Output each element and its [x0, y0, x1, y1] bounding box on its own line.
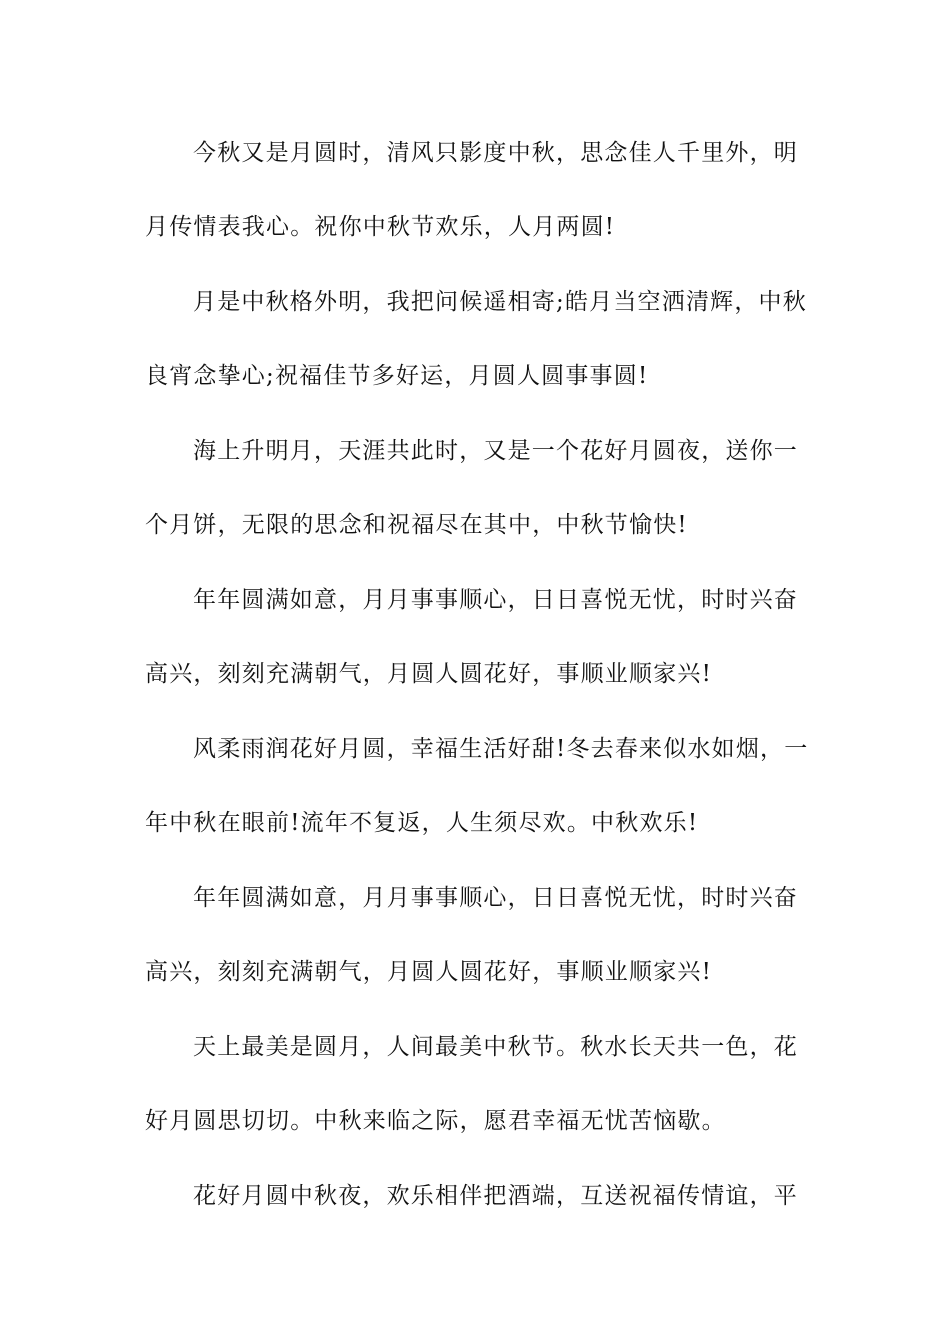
- paragraph-3-line-2: [0, 505, 950, 545]
- paragraph-text: 年中秋在眼前!流年不复返，人生须尽欢。中秋欢乐!: [145, 810, 699, 836]
- paragraph-5-line-2: [0, 803, 950, 843]
- paragraph-2-line-1: [0, 282, 950, 322]
- paragraph-text: 月传情表我心。祝你中秋节欢乐，人月两圆!: [145, 214, 616, 240]
- paragraph-4-line-2: [0, 654, 950, 694]
- paragraph-7-line-1: [0, 1027, 950, 1067]
- paragraph-text: 个月饼，无限的思念和祝福尽在其中，中秋节愉快!: [145, 512, 688, 538]
- paragraph-text: 风柔雨润花好月圆，幸福生活好甜!冬去春来似水如烟，一: [193, 736, 809, 762]
- paragraph-3-line-1: [0, 431, 950, 471]
- paragraph-text: 天上最美是圆月，人间最美中秋节。秋水长天共一色，花: [193, 1034, 798, 1060]
- paragraph-text: 年年圆满如意，月月事事顺心，日日喜悦无忧，时时兴奋: [193, 885, 798, 911]
- paragraph-text: 高兴，刻刻充满朝气，月圆人圆花好，事顺业顺家兴!: [145, 959, 713, 985]
- paragraph-1-line-2: [0, 207, 950, 247]
- paragraph-4-line-1: [0, 580, 950, 620]
- paragraph-text: 海上升明月，天涯共此时，又是一个花好月圆夜，送你一: [193, 438, 798, 464]
- paragraph-2-line-2: [0, 356, 950, 396]
- paragraph-text: 好月圆思切切。中秋来临之际，愿君幸福无忧苦恼歇。: [145, 1108, 726, 1134]
- paragraph-text: 高兴，刻刻充满朝气，月圆人圆花好，事顺业顺家兴!: [145, 661, 713, 687]
- paragraph-7-line-2: [0, 1101, 950, 1141]
- paragraph-text: 年年圆满如意，月月事事顺心，日日喜悦无忧，时时兴奋: [193, 587, 798, 613]
- paragraph-8-line-1: [0, 1176, 950, 1216]
- paragraph-5-line-1: [0, 729, 950, 769]
- paragraph-1-line-1: [0, 133, 950, 173]
- paragraph-6-line-2: [0, 952, 950, 992]
- paragraph-text: 今秋又是月圆时，清风只影度中秋，思念佳人千里外，明: [193, 140, 798, 166]
- paragraph-text: 良宵念挚心;祝福佳节多好运，月圆人圆事事圆!: [145, 363, 649, 389]
- paragraph-6-line-1: [0, 878, 950, 918]
- paragraph-text: 月是中秋格外明，我把问候遥相寄;皓月当空洒清辉，中秋: [193, 289, 807, 315]
- paragraph-text: 花好月圆中秋夜，欢乐相伴把酒端，互送祝福传情谊，平: [193, 1183, 798, 1209]
